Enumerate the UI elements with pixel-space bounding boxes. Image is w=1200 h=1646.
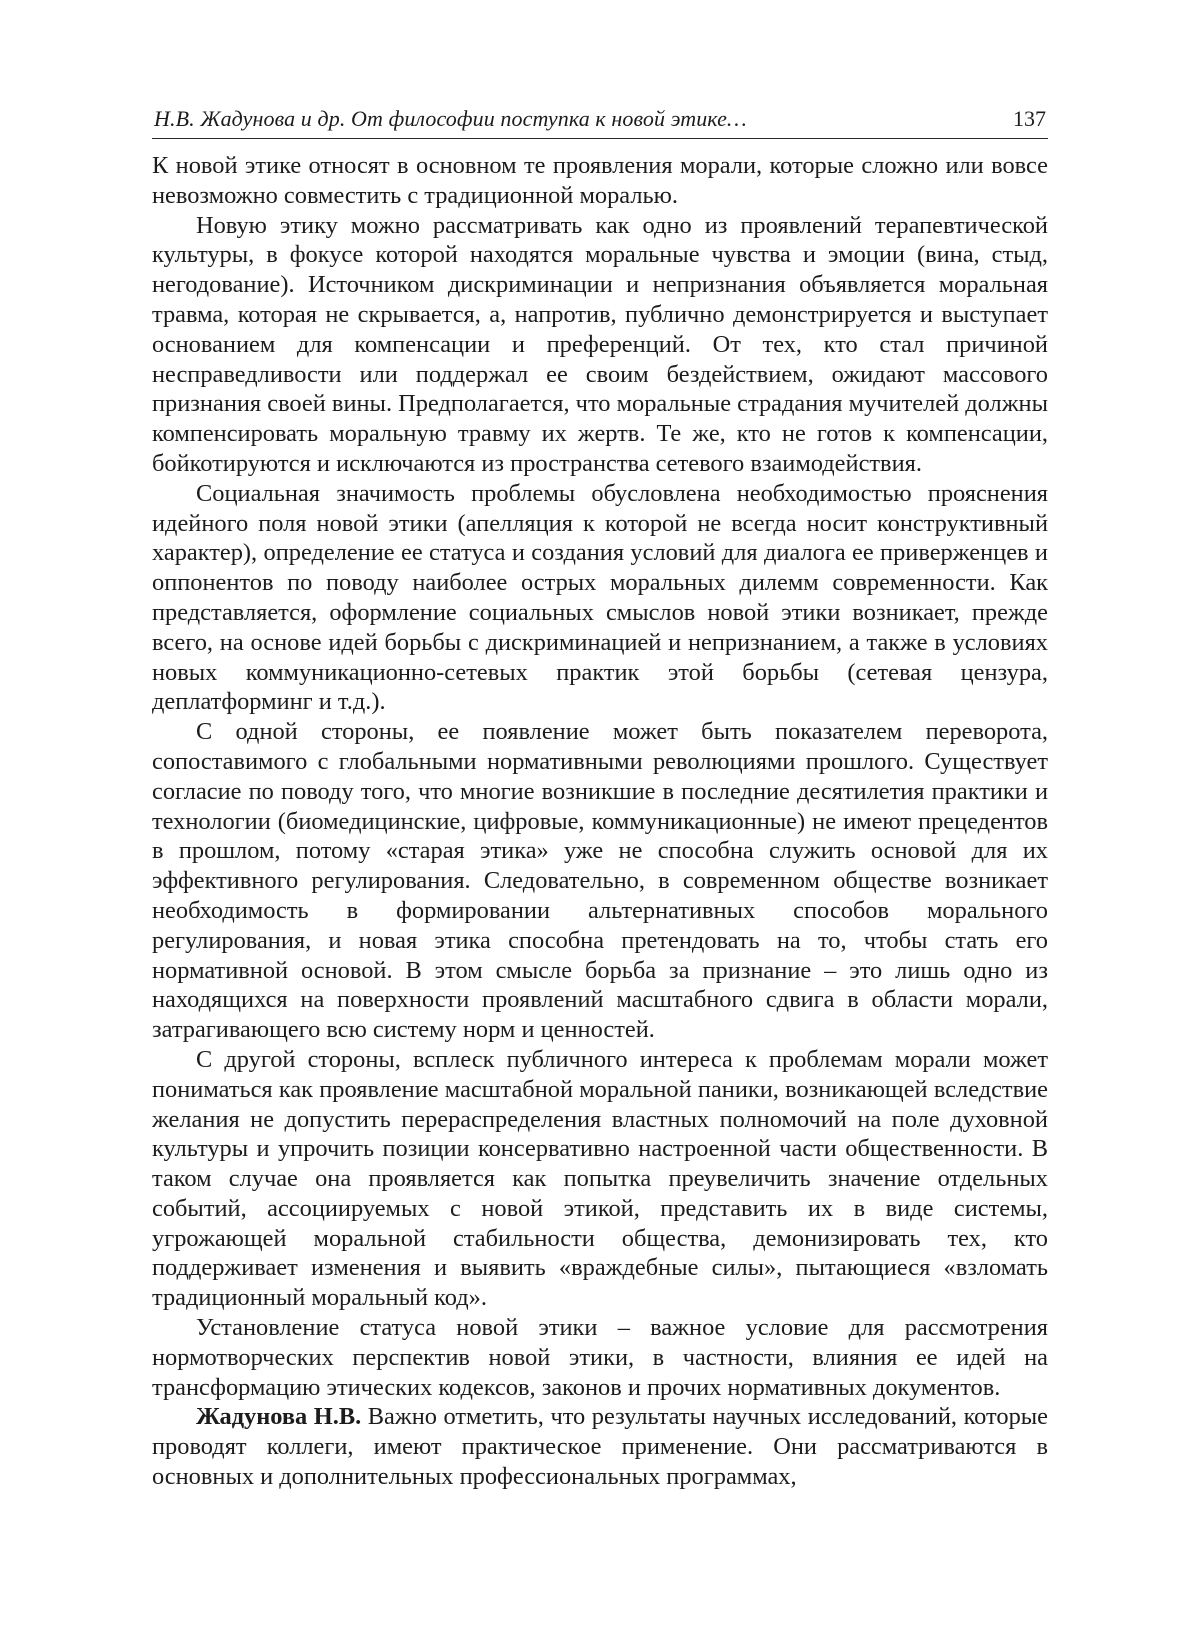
speaker-paragraph <box>152 1402 1048 1491</box>
body-text <box>152 151 1048 1492</box>
header-title: Н.В. Жадунова и др. От философии поступка к новой этике… <box>154 106 747 131</box>
paragraph: Установление статуса новой этики – важное условие для рассмотрения нормотворческих перспектив новой этики, в частности, влияния ее идей на трансформацию этических кодексов, законов и прочих нормативных документов. <box>152 1314 1048 1401</box>
speaker-name: Жадунова Н.В. <box>196 1403 362 1431</box>
paragraph: Социальная значимость проблемы обусловлена необходимостью прояснения идейного поля новой этики (апелляция к которой не всегда носит конструктивный характер), определение ее статуса и создания условий для диалога ее приверженцев и оппонентов по поводу наиболее острых моральных дилемм современности. Как представляется, оформление социальных смыслов новой этики возникает, прежде всего, на основе идей борьбы с дискриминацией и непризнанием, а также в условиях новых коммуникационно-сетевых практик этой борьбы (сетевая цензура, деплатформинг и т.д.). <box>152 479 1048 716</box>
page-number: 137 <box>1013 106 1046 131</box>
paragraph: К новой этике относят в основном те проявления морали, которые сложно или вовсе невозможно совместить с традиционной моралью. <box>152 152 1048 209</box>
paragraph: С одной стороны, ее появление может быть показателем переворота, сопоставимого с глобальными нормативными революциями прошлого. Существует согласие по поводу того, что многие возникшие в последние десятилетия практики и технологии (биомедицинские, цифровые, коммуникационные) не имеют прецедентов в прошлом, потому «старая этика» уже не способна служить основой для их эффективного регулирования. Следовательно, в современном обществе возникает необходимость в формировании альтернативных способов морального регулирования, и новая этика способна претендовать на то, чтобы стать его нормативной основой. В этом смысле борьба за признание – это лишь одно из находящихся на поверхности проявлений масштабного сдвига в области морали, затрагивающего всю систему норм и ценностей. <box>152 718 1048 1044</box>
document-page <box>152 104 1048 1492</box>
paragraph: С другой стороны, всплеск публичного интереса к проблемам морали может пониматься как проявление масштабной моральной паники, возникающей вследствие желания не допустить перераспределения властных полномочий на поле духовной культуры и упрочить позиции консервативно настроенной части общественности. В таком случае она проявляется как попытка преувеличить значение отдельных событий, ассоциируемых с новой этикой, представить их в виде системы, угрожающей моральной стабильности общества, демонизировать тех, кто поддерживает изменения и выявить «враждебные силы», пытающиеся «взломать традиционный моральный код». <box>152 1045 1048 1312</box>
speaker-text: Важно отметить, что результаты научных исследований, которые проводят коллеги, имеют практическое применение. Они рассматриваются в основных и дополнительных профессиональных программах, <box>152 1403 1048 1491</box>
running-header <box>152 104 1048 139</box>
paragraph: Новую этику можно рассматривать как одно из проявлений терапевтической культуры, в фокусе которой находятся моральные чувства и эмоции (вина, стыд, негодование). Источником дискриминации и непризнания объявляется моральная травма, которая не скрывается, а, напротив, публично демонстрируется и выступает основанием для компенсации и преференций. От тех, кто стал причиной несправедливости или поддержал ее своим бездействием, ожидают массового признания своей вины. Предполагается, что моральные страдания мучителей должны компенсировать моральную травму их жертв. Те же, кто не готов к компенсации, бойкотируются и исключаются из пространства сетевого взаимодействия. <box>152 211 1048 477</box>
